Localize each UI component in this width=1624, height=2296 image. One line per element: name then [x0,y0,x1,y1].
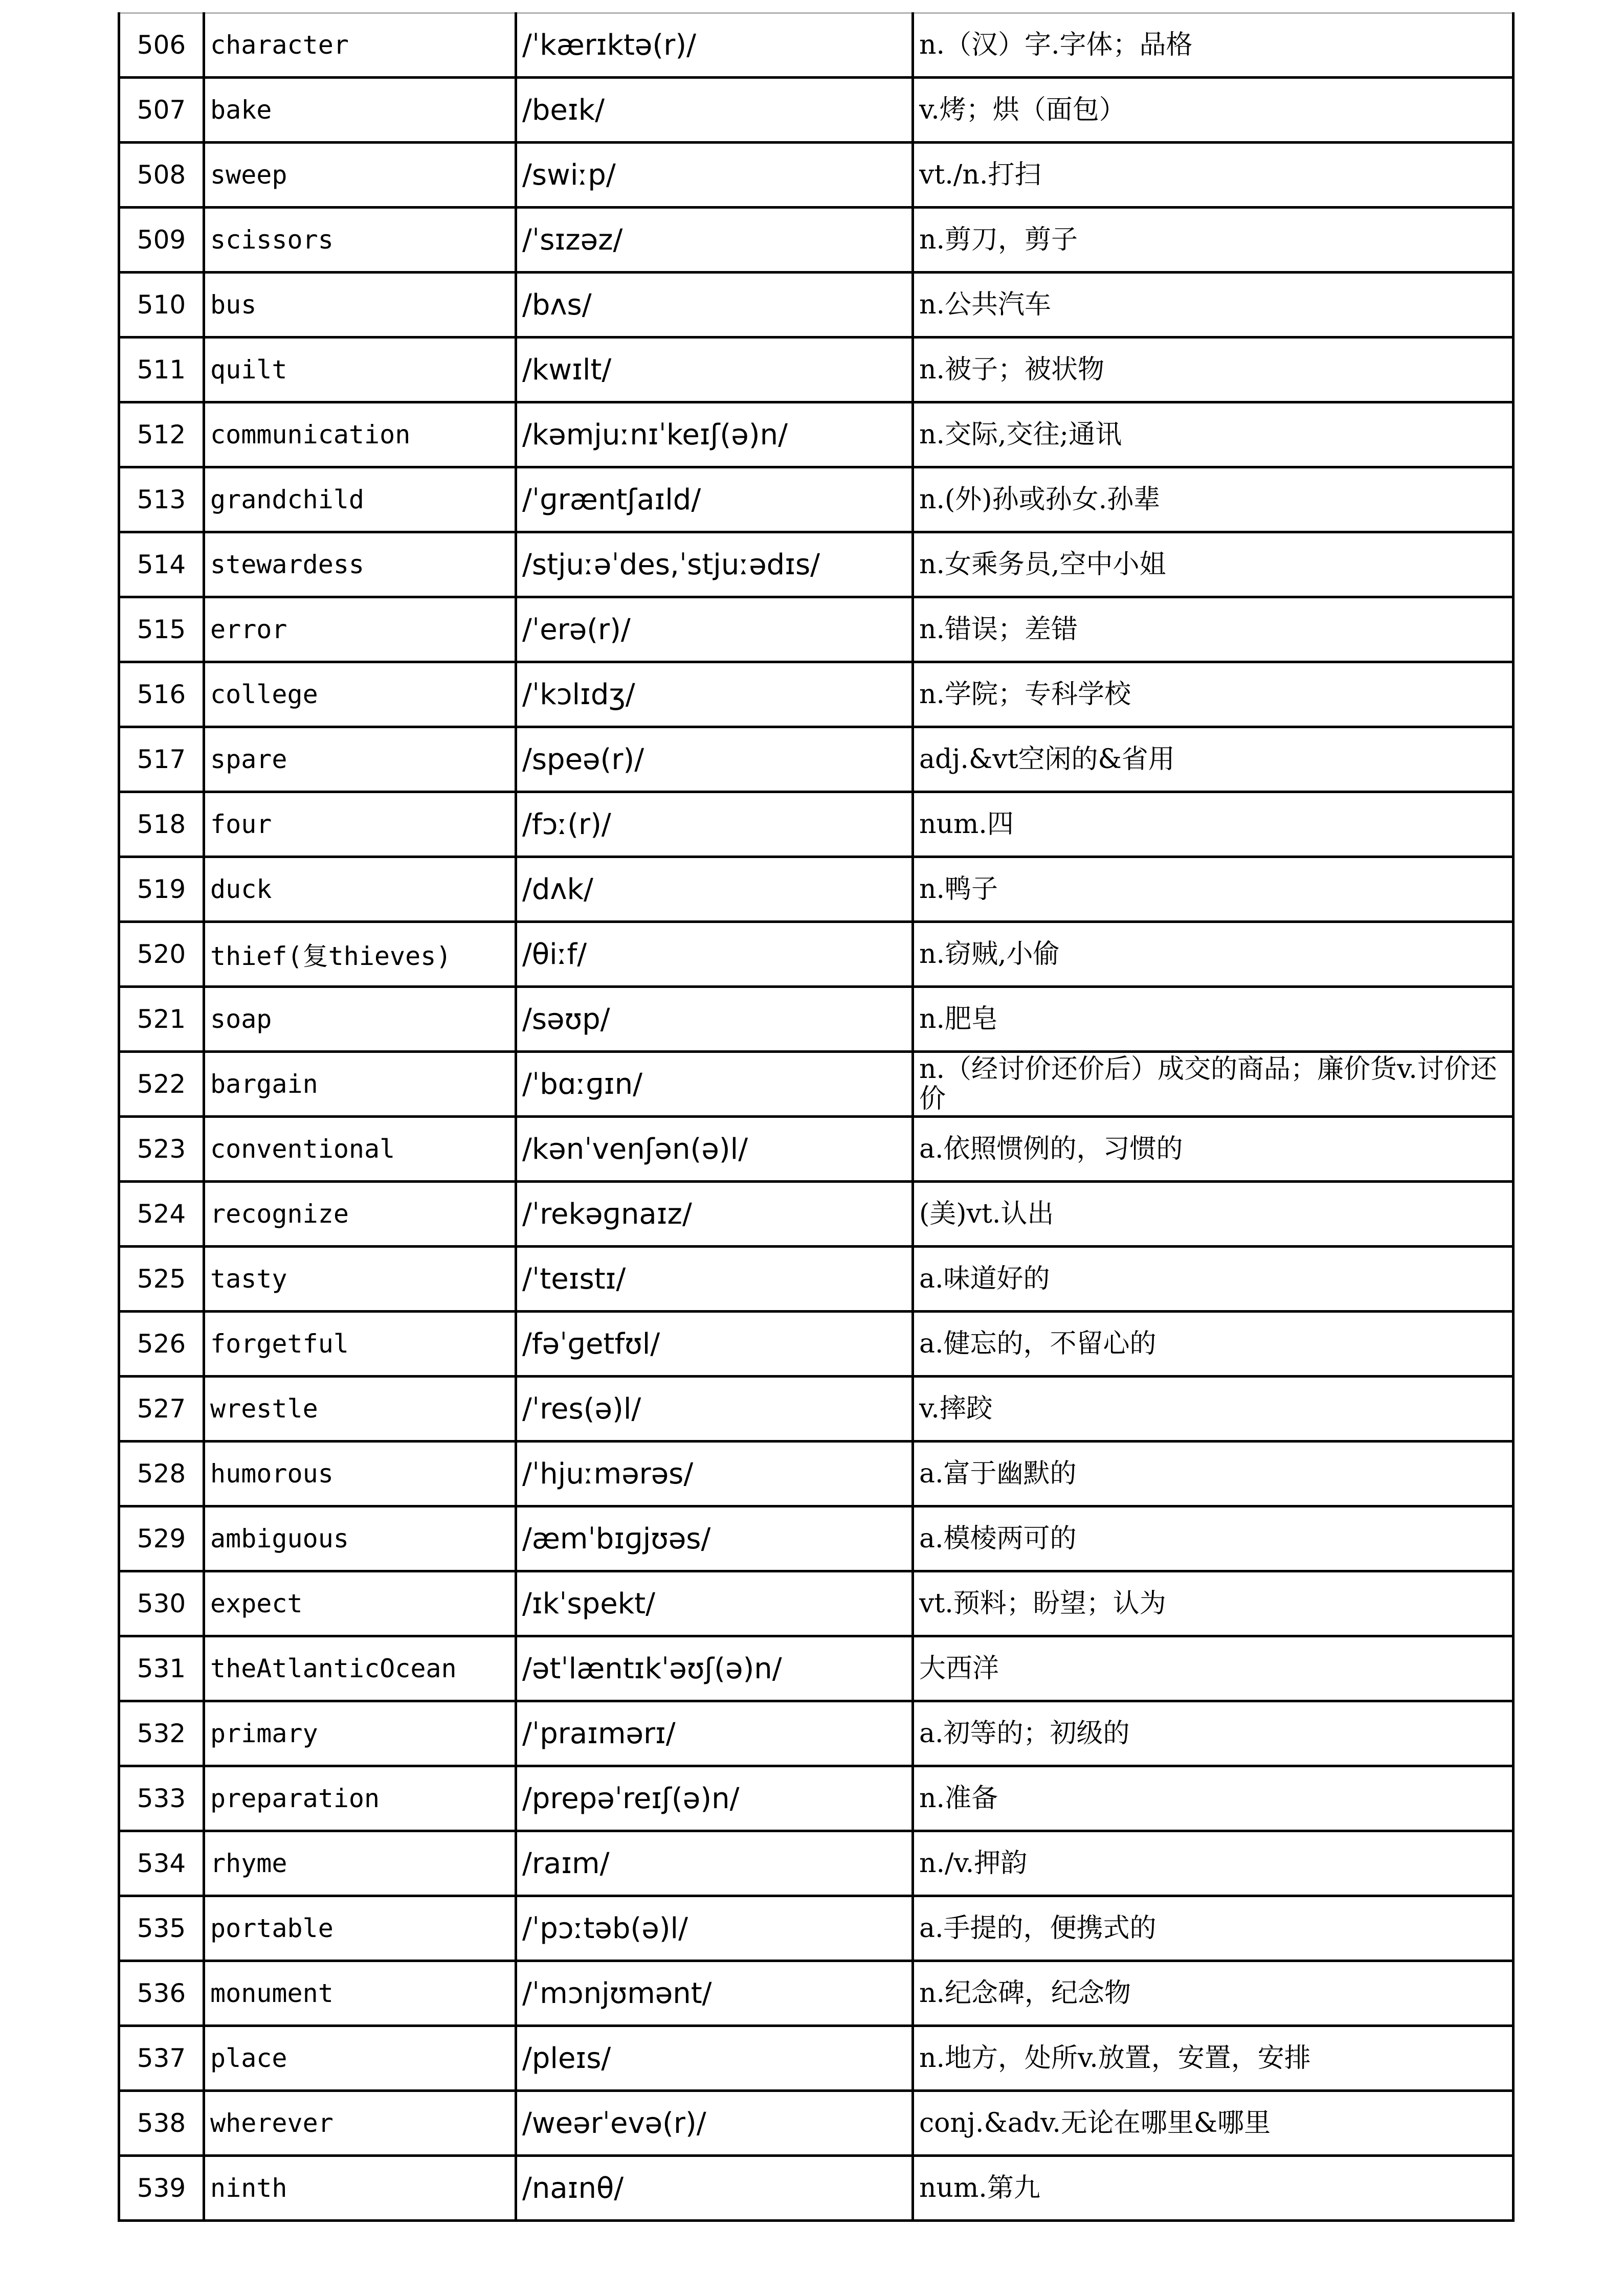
entry-phonetic: /fəˈɡetfʊl/ [516,1312,913,1377]
entry-number: 509 [119,208,204,273]
table-row [119,1312,1514,1377]
vocabulary-table [118,12,1515,2222]
entry-phonetic: /ɪkˈspekt/ [516,1571,913,1636]
table-row [119,1571,1514,1636]
entry-definition: n.（经讨价还价后）成交的商品；廉价货v.讨价还价 [913,1052,1514,1117]
entry-word: rhyme [204,1831,516,1896]
table-row [119,1377,1514,1442]
table-row [119,1182,1514,1247]
table-row [119,2026,1514,2091]
entry-word: soap [204,987,516,1052]
vocabulary-table-body [119,13,1514,2221]
entry-definition: n.准备 [913,1766,1514,1831]
entry-word: college [204,662,516,727]
entry-number: 523 [119,1117,204,1182]
entry-number: 535 [119,1896,204,1961]
entry-word: portable [204,1896,516,1961]
entry-phonetic: /prepəˈreɪʃ(ə)n/ [516,1766,913,1831]
table-row [119,597,1514,662]
entry-definition: conj.&adv.无论在哪里&哪里 [913,2091,1514,2156]
entry-definition: a.健忘的，不留心的 [913,1312,1514,1377]
entry-word: communication [204,402,516,467]
entry-word: character [204,13,516,78]
table-row [119,467,1514,532]
entry-word: recognize [204,1182,516,1247]
entry-phonetic: /naɪnθ/ [516,2156,913,2221]
table-row [119,2091,1514,2156]
table-row [119,337,1514,402]
table-row [119,273,1514,337]
entry-definition: n.剪刀，剪子 [913,208,1514,273]
entry-definition: n.公共汽车 [913,273,1514,337]
entry-word: theAtlanticOcean [204,1636,516,1701]
table-row [119,143,1514,208]
entry-word: forgetful [204,1312,516,1377]
entry-phonetic: /bʌs/ [516,273,913,337]
entry-word: stewardess [204,532,516,597]
entry-number: 515 [119,597,204,662]
entry-phonetic: /pleɪs/ [516,2026,913,2091]
entry-word: ambiguous [204,1506,516,1571]
entry-phonetic: /swiːp/ [516,143,913,208]
entry-definition: (美)vt.认出 [913,1182,1514,1247]
entry-number: 525 [119,1247,204,1312]
entry-word: monument [204,1961,516,2026]
entry-number: 513 [119,467,204,532]
entry-definition: v.摔跤 [913,1377,1514,1442]
entry-phonetic: /weərˈevə(r)/ [516,2091,913,2156]
entry-number: 538 [119,2091,204,2156]
entry-phonetic: /raɪm/ [516,1831,913,1896]
entry-word: scissors [204,208,516,273]
entry-phonetic: /æmˈbɪɡjʊəs/ [516,1506,913,1571]
entry-definition: a.手提的，便携式的 [913,1896,1514,1961]
entry-number: 534 [119,1831,204,1896]
table-row [119,1052,1514,1117]
entry-number: 524 [119,1182,204,1247]
entry-word: preparation [204,1766,516,1831]
entry-word: bus [204,273,516,337]
entry-word: primary [204,1701,516,1766]
table-row [119,402,1514,467]
table-row [119,1896,1514,1961]
entry-number: 517 [119,727,204,792]
entry-word: conventional [204,1117,516,1182]
entry-definition: a.初等的；初级的 [913,1701,1514,1766]
entry-definition: 大西洋 [913,1636,1514,1701]
entry-word: humorous [204,1442,516,1506]
table-row [119,1117,1514,1182]
table-row [119,792,1514,857]
entry-number: 508 [119,143,204,208]
entry-definition: n.交际,交往;通讯 [913,402,1514,467]
entry-definition: n./v.押韵 [913,1831,1514,1896]
entry-phonetic: /ˈkærɪktə(r)/ [516,13,913,78]
entry-phonetic: /ˈres(ə)l/ [516,1377,913,1442]
entry-phonetic: /ˈerə(r)/ [516,597,913,662]
entry-word: place [204,2026,516,2091]
entry-definition: n.错误；差错 [913,597,1514,662]
entry-number: 510 [119,273,204,337]
entry-definition: vt./n.打扫 [913,143,1514,208]
entry-phonetic: /stjuːəˈdes,ˈstjuːədɪs/ [516,532,913,597]
table-row [119,1247,1514,1312]
entry-definition: n.学院；专科学校 [913,662,1514,727]
entry-definition: v.烤；烘（面包） [913,78,1514,143]
entry-word: bake [204,78,516,143]
entry-number: 532 [119,1701,204,1766]
table-row [119,208,1514,273]
table-row [119,1961,1514,2026]
entry-phonetic: /kənˈvenʃən(ə)l/ [516,1117,913,1182]
entry-phonetic: /ˈrekəɡnaɪz/ [516,1182,913,1247]
entry-phonetic: /ˈpɔːtəb(ə)l/ [516,1896,913,1961]
entry-phonetic: /ˈmɔnjʊmənt/ [516,1961,913,2026]
entry-number: 537 [119,2026,204,2091]
entry-definition: n.地方，处所v.放置，安置，安排 [913,2026,1514,2091]
entry-number: 536 [119,1961,204,2026]
table-row [119,1831,1514,1896]
table-row [119,532,1514,597]
entry-phonetic: /ˈhjuːmərəs/ [516,1442,913,1506]
table-row [119,857,1514,922]
entry-word: grandchild [204,467,516,532]
entry-number: 511 [119,337,204,402]
table-row [119,1636,1514,1701]
table-row [119,1766,1514,1831]
entry-number: 520 [119,922,204,987]
entry-definition: num.四 [913,792,1514,857]
entry-word: thief(复thieves) [204,922,516,987]
entry-word: duck [204,857,516,922]
entry-number: 516 [119,662,204,727]
entry-number: 530 [119,1571,204,1636]
entry-number: 512 [119,402,204,467]
entry-word: four [204,792,516,857]
entry-definition: n.肥皂 [913,987,1514,1052]
entry-phonetic: /ˈɡræntʃaɪld/ [516,467,913,532]
entry-phonetic: /kəmjuːnɪˈkeɪʃ(ə)n/ [516,402,913,467]
entry-definition: n.鸭子 [913,857,1514,922]
entry-number: 531 [119,1636,204,1701]
entry-word: sweep [204,143,516,208]
entry-number: 539 [119,2156,204,2221]
table-row [119,13,1514,78]
entry-definition: n.(外)孙或孙女.孙辈 [913,467,1514,532]
entry-word: spare [204,727,516,792]
entry-definition: vt.预料；盼望；认为 [913,1571,1514,1636]
entry-number: 521 [119,987,204,1052]
table-row [119,662,1514,727]
entry-number: 529 [119,1506,204,1571]
entry-phonetic: /ətˈlæntɪkˈəʊʃ(ə)n/ [516,1636,913,1701]
entry-number: 528 [119,1442,204,1506]
entry-phonetic: /səʊp/ [516,987,913,1052]
entry-number: 519 [119,857,204,922]
entry-definition: adj.&vt空闲的&省用 [913,727,1514,792]
entry-number: 527 [119,1377,204,1442]
entry-phonetic: /dʌk/ [516,857,913,922]
entry-phonetic: /θiːf/ [516,922,913,987]
entry-definition: n.纪念碑，纪念物 [913,1961,1514,2026]
entry-number: 533 [119,1766,204,1831]
entry-word: wherever [204,2091,516,2156]
entry-definition: a.味道好的 [913,1247,1514,1312]
entry-definition: a.依照惯例的，习惯的 [913,1117,1514,1182]
entry-phonetic: /ˈsɪzəz/ [516,208,913,273]
table-row [119,1442,1514,1506]
entry-phonetic: /beɪk/ [516,78,913,143]
entry-number: 518 [119,792,204,857]
entry-number: 506 [119,13,204,78]
entry-phonetic: /fɔː(r)/ [516,792,913,857]
table-row [119,2156,1514,2221]
entry-number: 522 [119,1052,204,1117]
entry-word: wrestle [204,1377,516,1442]
entry-word: error [204,597,516,662]
table-row [119,727,1514,792]
entry-definition: num.第九 [913,2156,1514,2221]
entry-word: tasty [204,1247,516,1312]
table-row [119,987,1514,1052]
entry-word: ninth [204,2156,516,2221]
entry-phonetic: /kwɪlt/ [516,337,913,402]
entry-number: 507 [119,78,204,143]
table-row [119,1701,1514,1766]
entry-definition: a.富于幽默的 [913,1442,1514,1506]
entry-phonetic: /ˈkɔlɪdʒ/ [516,662,913,727]
entry-phonetic: /ˈteɪstɪ/ [516,1247,913,1312]
entry-word: quilt [204,337,516,402]
entry-definition: n.被子；被状物 [913,337,1514,402]
table-row [119,1506,1514,1571]
entry-phonetic: /ˈpraɪmərɪ/ [516,1701,913,1766]
entry-definition: n.女乘务员,空中小姐 [913,532,1514,597]
entry-number: 526 [119,1312,204,1377]
table-row [119,922,1514,987]
table-row [119,78,1514,143]
entry-definition: n.（汉）字.字体；品格 [913,13,1514,78]
entry-definition: n.窃贼,小偷 [913,922,1514,987]
entry-word: expect [204,1571,516,1636]
entry-number: 514 [119,532,204,597]
entry-phonetic: /ˈbɑːɡɪn/ [516,1052,913,1117]
entry-definition: a.模棱两可的 [913,1506,1514,1571]
entry-word: bargain [204,1052,516,1117]
entry-phonetic: /speə(r)/ [516,727,913,792]
